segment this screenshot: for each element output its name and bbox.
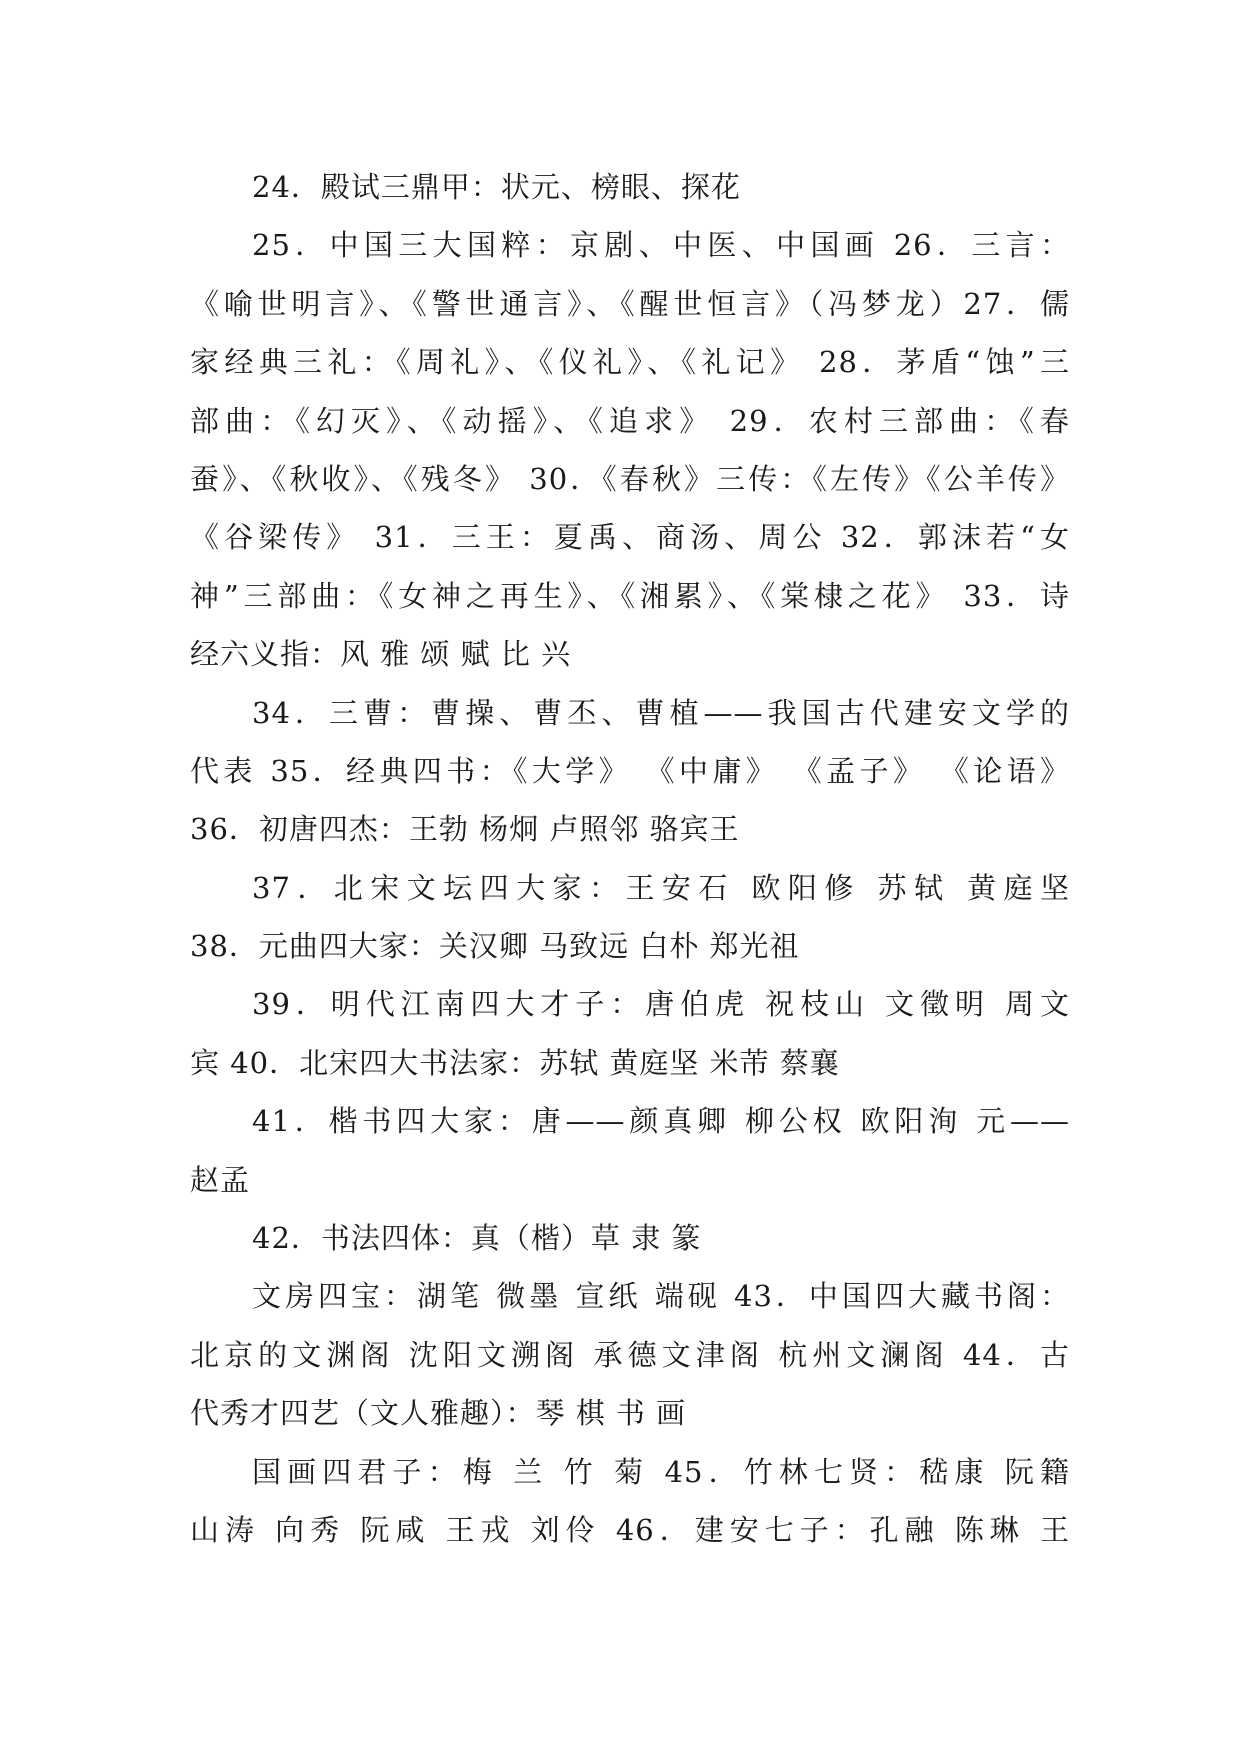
text-line: 国画四君子：梅 兰 竹 菊 45．竹林七贤：嵇康 阮籍 <box>252 1454 1070 1489</box>
text-line: 代秀才四艺（文人雅趣）：琴 棋 书 画 <box>190 1396 687 1431</box>
text-line: 《谷梁传》 31．三王：夏禹、商汤、周公 32．郭沫若“女 <box>190 520 1070 555</box>
text-line: 25．中国三大国粹：京剧、中医、中国画 26．三言： <box>252 228 1070 263</box>
text-line: 山涛 向秀 阮咸 王戎 刘伶 46．建安七子：孔融 陈琳 王 <box>190 1512 1070 1547</box>
text-line: 蚕》、《秋收》、《残冬》 30．《春秋》三传：《左传》《公羊传》 <box>190 461 1070 496</box>
document-body <box>190 158 1070 1559</box>
text-line: 42．书法四体：真（楷）草 隶 篆 <box>252 1221 702 1256</box>
text-line: 经六义指：风 雅 颂 赋 比 兴 <box>190 637 572 672</box>
text-line: 41．楷书四大家：唐——颜真卿 柳公权 欧阳洵 元—— <box>252 1104 1070 1139</box>
text-line: 38．元曲四大家：关汉卿 马致远 白朴 郑光祖 <box>190 929 800 964</box>
text-line: 代表 35．经典四书：《大学》 《中庸》 《孟子》 《论语》 <box>190 753 1070 788</box>
text-line: 24．殿试三鼎甲：状元、榜眼、探花 <box>252 170 741 204</box>
text-line: 赵孟 <box>190 1162 251 1197</box>
text-line: 家经典三礼：《周礼》、《仪礼》、《礼记》 28．茅盾“蚀”三 <box>190 345 1070 380</box>
text-line: 39．明代江南四大才子：唐伯虎 祝枝山 文徵明 周文 <box>252 987 1070 1022</box>
text-line: 部曲：《幻灭》、《动摇》、《追求》 29．农村三部曲：《春 <box>190 403 1070 438</box>
text-line: 34．三曹：曹操、曹丕、曹植——我国古代建安文学的 <box>252 695 1070 730</box>
text-line: 36．初唐四杰：王勃 杨炯 卢照邻 骆宾王 <box>190 812 740 847</box>
text-line: 神”三部曲：《女神之再生》、《湘累》、《棠棣之花》 33．诗 <box>190 578 1070 613</box>
text-line: 37．北宋文坛四大家：王安石 欧阳修 苏轼 黄庭坚 <box>252 870 1070 905</box>
text-line: 宾 40．北宋四大书法家：苏轼 黄庭坚 米芾 蔡襄 <box>190 1045 840 1080</box>
text-line: 北京的文渊阁 沈阳文溯阁 承德文津阁 杭州文澜阁 44．古 <box>190 1337 1070 1372</box>
text-line: 文房四宝：湖笔 微墨 宣纸 端砚 43．中国四大藏书阁： <box>252 1279 1070 1314</box>
text-line: 《喻世明言》、《警世通言》、《醒世恒言》（冯梦龙）27．儒 <box>190 286 1070 321</box>
